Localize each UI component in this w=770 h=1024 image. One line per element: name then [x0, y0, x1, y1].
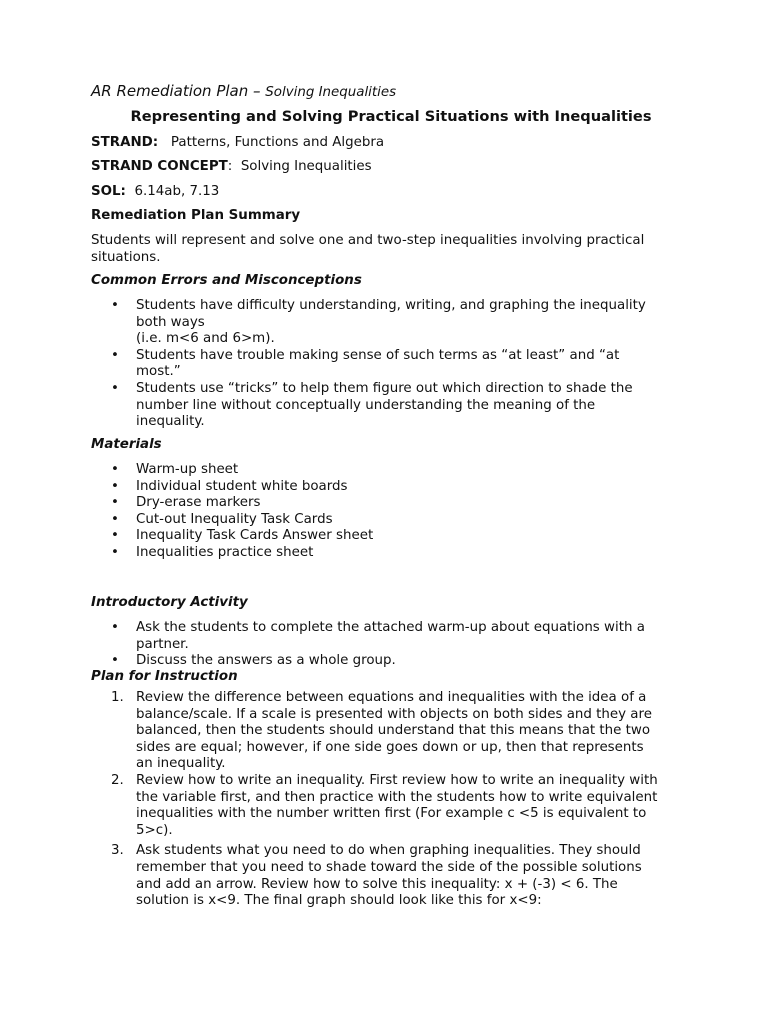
- list-item-line: and add an arrow. Review how to solve this inequality: x + (-3) < 6. The: [136, 876, 618, 892]
- list-item: [91, 653, 691, 670]
- list-item: • Inequalities practice sheet: [91, 545, 691, 562]
- strand-concept-line: STRAND CONCEPT: Solving Inequalities: [91, 159, 372, 174]
- strand-label: STRAND:: [91, 135, 159, 150]
- intro-heading: Introductory Activity: [91, 595, 248, 610]
- plan-topic: Solving Inequalities: [265, 85, 397, 100]
- plan-header: [91, 83, 691, 102]
- strand-concept-label: STRAND CONCEPT: [91, 159, 228, 174]
- list-item-line: 5>c).: [136, 822, 173, 838]
- list-item-line: • Students have trouble making sense of such terms as “at least” and “at: [136, 347, 620, 363]
- list-item-line: number line without conceptually understanding the meaning of the: [136, 397, 596, 413]
- list-item-line: remember that you need to shade toward the side of the possible solutions: [136, 859, 642, 875]
- summary-line: Students will represent and solve one and two-step inequalities involving practical: [91, 233, 645, 248]
- summary-text: [91, 233, 691, 266]
- intro-list: [91, 620, 691, 670]
- list-item: [91, 348, 691, 381]
- list-item: [91, 690, 691, 773]
- list-item-line: sides are equal; however, if one side goes down or up, then that represents: [136, 739, 644, 755]
- list-item: • Individual student white boards: [91, 479, 691, 496]
- document-title: Representing and Solving Practical Situations with Inequalities: [130, 108, 652, 125]
- list-item-line: (i.e. m<6 and 6>m).: [136, 331, 275, 347]
- list-item-line: solution is x<9. The final graph should look like this for x<9:: [136, 893, 542, 909]
- list-item: • Warm-up sheet: [91, 462, 691, 479]
- list-item-line: Review how to write an inequality. First review how to write an inequality with: [136, 772, 658, 788]
- errors-list: [91, 298, 691, 431]
- materials-list: [91, 462, 691, 562]
- plan-list: [91, 690, 691, 910]
- list-item-line: inequalities with the number written first (For example c <5 is equivalent to: [136, 806, 647, 822]
- list-item: • Cut-out Inequality Task Cards: [91, 512, 691, 529]
- sol-value: 6.14ab, 7.13: [134, 184, 220, 199]
- list-item-line: inequality.: [136, 414, 205, 430]
- list-item-line: balanced, then the students should understand that this means that the two: [136, 723, 651, 739]
- list-item-line: • Discuss the answers as a whole group.: [136, 653, 396, 669]
- list-item: • Inequality Task Cards Answer sheet: [91, 528, 691, 545]
- list-item-line: • Students have difficulty understanding, writing, and graphing the inequality: [136, 298, 646, 313]
- list-number: 2.: [111, 772, 124, 788]
- summary-line: situations.: [91, 249, 161, 265]
- list-item-line: an inequality.: [136, 756, 226, 772]
- plan-heading: Plan for Instruction: [91, 669, 238, 684]
- list-item-line: partner.: [136, 636, 189, 652]
- errors-heading: Common Errors and Misconceptions: [91, 273, 362, 288]
- list-item-line: balance/scale. If a scale is presented with objects on both sides and they are: [136, 706, 652, 722]
- list-item: [91, 620, 691, 653]
- list-item: [91, 773, 691, 839]
- list-item-line: • Ask the students to complete the attached warm-up about equations with a: [136, 620, 645, 635]
- list-item-line: Review the difference between equations and inequalities with the idea of a: [136, 690, 647, 705]
- list-item-line: both ways: [136, 314, 205, 330]
- list-number: 1.: [111, 690, 124, 705]
- strand-value: Patterns, Functions and Algebra: [170, 135, 385, 150]
- summary-heading: Remediation Plan Summary: [91, 208, 301, 223]
- list-item-line: Ask students what you need to do when graphing inequalities. They should: [136, 843, 641, 859]
- list-item: [91, 381, 691, 431]
- list-item: • Dry-erase markers: [91, 495, 691, 512]
- sol-line: [91, 184, 691, 201]
- plan-label: AR Remediation Plan –: [91, 82, 266, 100]
- list-item-line: • Students use “tricks” to help them figure out which direction to shade the: [136, 380, 633, 396]
- list-item-line: most.”: [136, 364, 181, 380]
- strand-line: [91, 135, 691, 152]
- strand-concept-value: Solving Inequalities: [240, 159, 372, 174]
- list-item: [91, 843, 691, 909]
- sol-label: SOL:: [91, 184, 126, 199]
- list-item: [91, 298, 691, 348]
- materials-heading: Materials: [91, 437, 162, 452]
- list-item-line: the variable first, and then practice with the students how to write equivalent: [136, 789, 658, 805]
- list-number: 3.: [111, 843, 124, 859]
